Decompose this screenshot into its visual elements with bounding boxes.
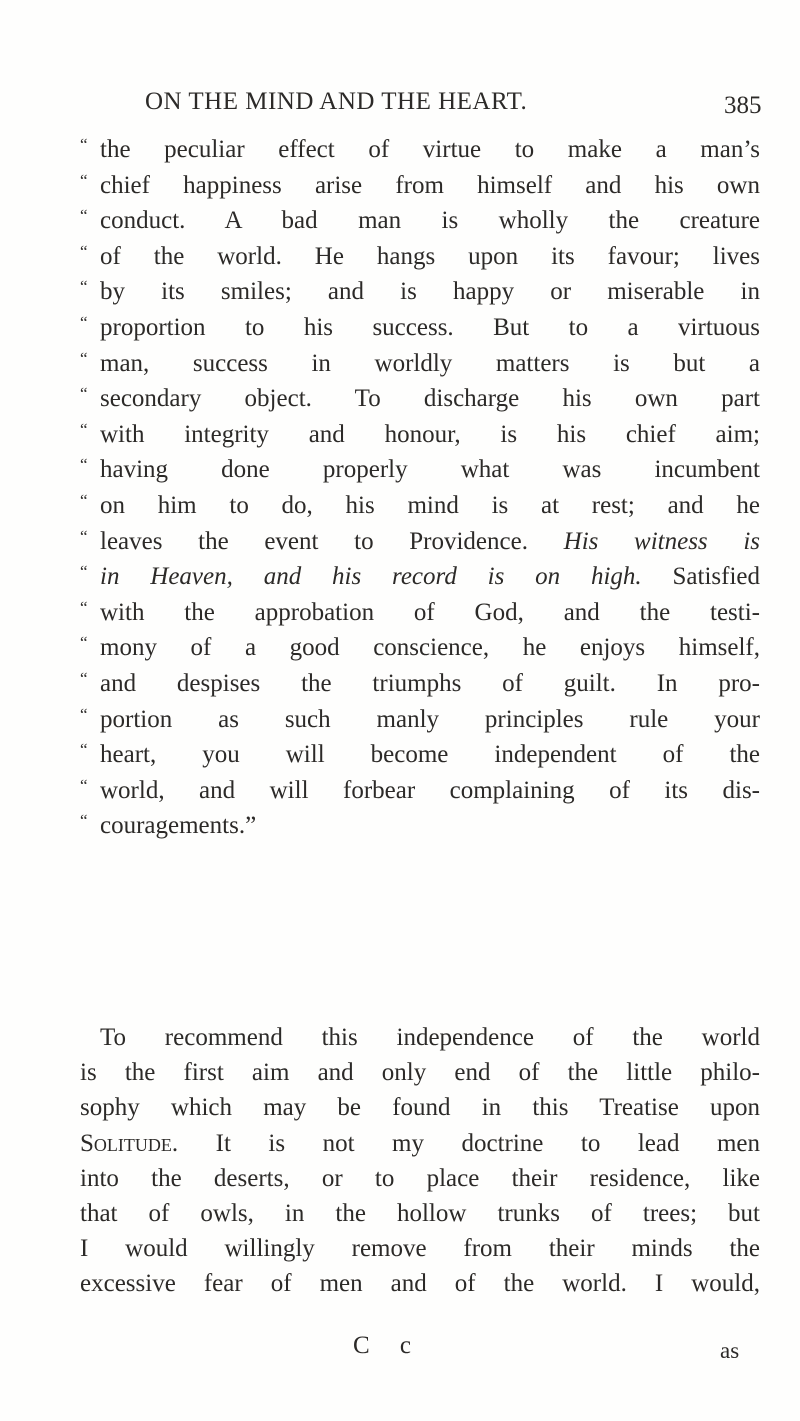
catchword: as <box>720 1338 740 1363</box>
line-text: man, success in worldly matters is but a <box>100 349 760 377</box>
line-text: having done properly what was incumbent <box>100 456 760 484</box>
text-line <box>80 666 760 702</box>
line-text: is the first aim and only end of the little philo- <box>80 1059 760 1087</box>
line-text: the peculiar effect of virtue to make a man’s <box>100 136 760 163</box>
line-text: mony of a good conscience, he enjoys himself, <box>100 634 760 662</box>
text-line <box>80 452 760 488</box>
text-line <box>80 239 760 275</box>
line-text: conduct. A bad man is wholly the creature <box>100 207 760 235</box>
text-line <box>80 488 760 524</box>
quote-mark: “ <box>80 490 87 510</box>
text-line <box>80 381 760 417</box>
body-paragraph <box>80 1020 760 1302</box>
quote-mark: “ <box>80 597 87 617</box>
quote-mark: “ <box>80 704 87 724</box>
quote-mark: “ <box>80 811 87 831</box>
line-text: sophy which may be found in this Treatise upon <box>80 1094 760 1122</box>
quote-mark: “ <box>80 740 87 760</box>
line-text <box>100 559 760 595</box>
text-line <box>80 1266 760 1301</box>
quote-mark: “ <box>80 312 87 332</box>
text-line <box>80 773 760 809</box>
line-text: on him to do, his mind is at rest; and he <box>100 491 760 519</box>
line-text: by its smiles; and is happy or miserable in <box>100 278 760 306</box>
line-text <box>100 524 760 560</box>
quote-mark: “ <box>80 562 87 582</box>
text-line <box>80 1090 760 1125</box>
text-line <box>80 630 760 666</box>
quote-mark: “ <box>80 526 87 546</box>
quote-mark: “ <box>80 668 87 688</box>
text-line <box>80 595 760 631</box>
line-text: into the deserts, or to place their residence, like <box>80 1164 760 1192</box>
line-text: that of owls, in the hollow trunks of trees; but <box>80 1199 760 1227</box>
quote-mark: “ <box>80 206 87 226</box>
line-text: world, and will forbear complaining of its dis- <box>100 776 760 804</box>
quote-mark: “ <box>80 633 87 653</box>
quote-mark: “ <box>80 455 87 475</box>
line-text: with the approbation of God, and the testi- <box>100 598 760 626</box>
page-number: 385 <box>724 92 762 119</box>
text-line <box>80 1231 760 1266</box>
line-text-roman: leaves the event to Providence. <box>100 527 528 555</box>
text-line <box>80 702 760 738</box>
line-text: with integrity and honour, is his chief aim; <box>100 420 760 448</box>
text-line <box>80 1020 760 1055</box>
line-text-roman: Satisfied <box>672 563 760 591</box>
line-text: To recommend this independence of the world <box>100 1024 760 1051</box>
line-text: portion as such manly principles rule your <box>100 705 760 733</box>
text-line <box>80 1126 760 1161</box>
small-caps-title: Solitude. <box>80 1129 179 1157</box>
page-footer <box>0 1332 800 1368</box>
line-text: couragements.” <box>100 812 257 840</box>
line-text <box>80 1126 760 1161</box>
running-head <box>0 88 800 128</box>
line-text: and despises the triumphs of guilt. In pro- <box>100 669 760 697</box>
quote-mark: “ <box>80 277 87 297</box>
quote-mark: “ <box>80 241 87 261</box>
quote-mark: “ <box>80 775 87 795</box>
text-line <box>80 168 760 204</box>
text-line <box>80 310 760 346</box>
line-text: proportion to his success. But to a virtuous <box>100 313 760 341</box>
text-line <box>80 346 760 382</box>
italic-text: in Heaven, and his record is on high. <box>100 563 642 591</box>
quote-mark: “ <box>80 419 87 439</box>
text-line <box>80 737 760 773</box>
line-text-roman: It is not my doctrine to lead men <box>215 1129 760 1157</box>
text-line <box>80 203 760 239</box>
text-line <box>80 1196 760 1231</box>
line-text: of the world. He hangs upon its favour; lives <box>100 242 760 270</box>
text-line <box>80 559 760 595</box>
text-line <box>80 1161 760 1196</box>
line-text: I would willingly remove from their minds the <box>80 1235 760 1263</box>
line-text: secondary object. To discharge his own part <box>100 385 760 413</box>
line-text: chief happiness arise from himself and his own <box>100 171 760 199</box>
quoted-passage <box>80 132 760 844</box>
text-line <box>80 1055 760 1090</box>
running-title: ON THE MIND AND THE HEART. <box>145 88 528 115</box>
quote-mark: “ <box>80 170 87 190</box>
quote-mark: “ <box>80 384 87 404</box>
text-line <box>80 132 760 168</box>
quote-mark: “ <box>80 135 87 154</box>
line-text: heart, you will become independent of the <box>100 741 760 769</box>
italic-text: His witness is <box>563 527 760 555</box>
text-line <box>80 808 760 844</box>
text-line <box>80 274 760 310</box>
quote-mark: “ <box>80 348 87 368</box>
line-text: excessive fear of men and of the world. I would, <box>80 1270 760 1298</box>
text-line <box>80 524 760 560</box>
text-line <box>80 417 760 453</box>
signature-mark: C c <box>353 1332 424 1359</box>
